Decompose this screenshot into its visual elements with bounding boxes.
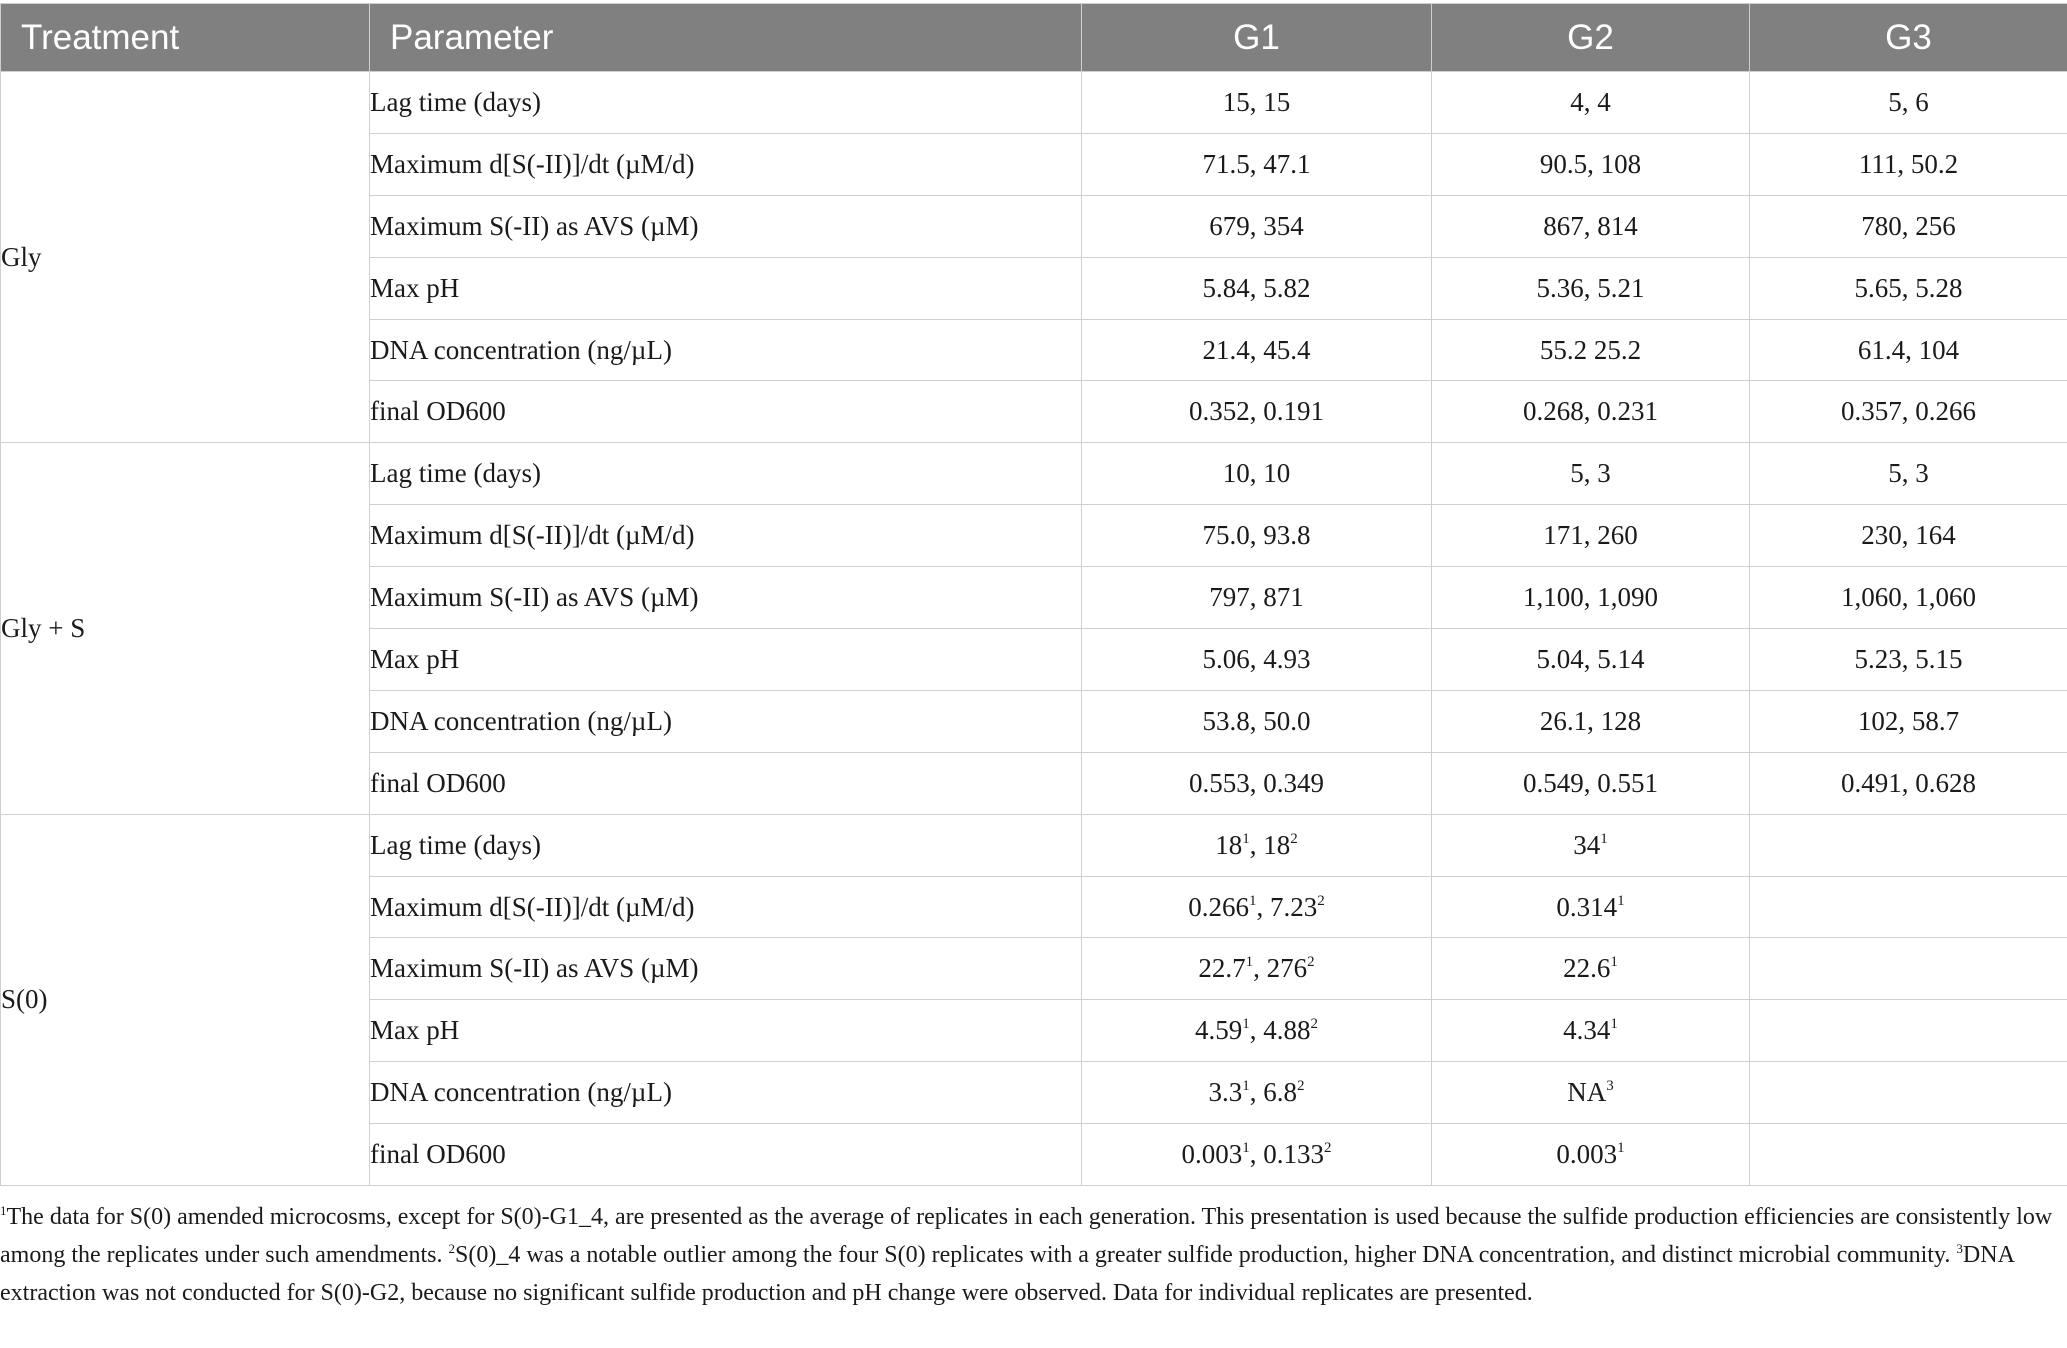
g2-cell: 0.549, 0.551	[1432, 752, 1750, 814]
footnote-mark: 1	[1242, 1140, 1250, 1157]
g1-value-b: 6.8	[1263, 1077, 1297, 1108]
g2-cell: 5, 3	[1432, 443, 1750, 505]
g2-cell: 171, 260	[1432, 505, 1750, 567]
header-g1: G1	[1082, 4, 1432, 72]
g1-cell	[1082, 876, 1432, 938]
header-g2: G2	[1432, 4, 1750, 72]
g3-cell	[1750, 1062, 2067, 1124]
g3-cell: 1,060, 1,060	[1750, 567, 2067, 629]
g1-cell: 5.06, 4.93	[1082, 629, 1432, 691]
footnote-mark: 1	[1617, 892, 1625, 909]
footnote-mark: 1	[1610, 1016, 1618, 1033]
g2-cell: 5.04, 5.14	[1432, 629, 1750, 691]
g2-cell: 867, 814	[1432, 195, 1750, 257]
footnote-mark: 2	[1307, 954, 1315, 971]
g1-cell: 0.352, 0.191	[1082, 381, 1432, 443]
value-separator: ,	[1249, 1077, 1264, 1108]
g2-cell: 55.2 25.2	[1432, 319, 1750, 381]
g3-cell: 5.23, 5.15	[1750, 629, 2067, 691]
g3-cell	[1750, 1124, 2067, 1186]
parameter-cell: Max pH	[370, 257, 1082, 319]
g2-cell: 26.1, 128	[1432, 690, 1750, 752]
g1-cell	[1082, 1000, 1432, 1062]
g2-cell	[1432, 814, 1750, 876]
value-separator: ,	[1249, 1015, 1264, 1046]
g3-cell	[1750, 814, 2067, 876]
footnote-mark: 1	[1610, 954, 1618, 971]
g1-value-a: 22.7	[1198, 953, 1246, 984]
header-row	[1, 4, 2067, 72]
parameter-cell: final OD600	[370, 381, 1082, 443]
g1-value-b: 7.23	[1270, 891, 1318, 922]
footnote-mark: 1	[1600, 830, 1608, 847]
treatment-cell: S(0)	[1, 814, 370, 1185]
results-table	[0, 3, 2067, 1186]
g2-cell	[1432, 1124, 1750, 1186]
value-separator: ,	[1256, 891, 1270, 922]
g3-cell: 111, 50.2	[1750, 133, 2067, 195]
parameter-cell: DNA concentration (ng/µL)	[370, 690, 1082, 752]
g1-cell: 75.0, 93.8	[1082, 505, 1432, 567]
footnote-mark: 3	[1956, 1241, 1963, 1256]
footnote-mark: 2	[1310, 1016, 1318, 1033]
footnote-1-text: The data for S(0) amended microcosms, except for S(0)-G1_4, are presented as the average of replicates in each generation. This presentation is used because the sulfide production efficiencies are consistently low among the replicates under such amendments.	[0, 1204, 2053, 1268]
g1-value-a: 0.266	[1188, 891, 1249, 922]
g1-value-b: 0.133	[1263, 1139, 1324, 1170]
g3-cell	[1750, 938, 2067, 1000]
g3-cell: 5, 3	[1750, 443, 2067, 505]
parameter-cell: Lag time (days)	[370, 814, 1082, 876]
g2-cell	[1432, 876, 1750, 938]
table-row	[1, 443, 2067, 505]
treatment-cell: Gly + S	[1, 443, 370, 814]
g1-cell: 53.8, 50.0	[1082, 690, 1432, 752]
g1-cell: 15, 15	[1082, 72, 1432, 134]
footnote-mark: 2	[1297, 1078, 1305, 1095]
g2-cell: 5.36, 5.21	[1432, 257, 1750, 319]
parameter-cell: Maximum S(-II) as AVS (µM)	[370, 567, 1082, 629]
g2-cell	[1432, 1000, 1750, 1062]
g1-cell: 71.5, 47.1	[1082, 133, 1432, 195]
g1-cell	[1082, 1062, 1432, 1124]
g3-cell: 0.357, 0.266	[1750, 381, 2067, 443]
g3-cell: 5.65, 5.28	[1750, 257, 2067, 319]
table-footnote	[0, 1198, 2060, 1312]
footnote-mark: 1	[1242, 1016, 1250, 1033]
g1-value-a: 3.3	[1208, 1077, 1243, 1108]
parameter-cell: Lag time (days)	[370, 72, 1082, 134]
g1-cell: 10, 10	[1082, 443, 1432, 505]
footnote-2-text: S(0)_4 was a notable outlier among the four S(0) replicates with a greater sulfide production, higher DNA concentration, and distinct microbial community.	[455, 1242, 1957, 1268]
value-separator: ,	[1249, 829, 1264, 860]
g1-value-b: 4.88	[1263, 1015, 1311, 1046]
g2-cell: 4, 4	[1432, 72, 1750, 134]
g1-value-a: 0.003	[1181, 1139, 1243, 1170]
g1-cell	[1082, 938, 1432, 1000]
g2-value: 0.314	[1556, 891, 1618, 922]
g2-cell: 1,100, 1,090	[1432, 567, 1750, 629]
g3-cell: 0.491, 0.628	[1750, 752, 2067, 814]
g2-value: 22.6	[1563, 953, 1611, 984]
g1-cell: 5.84, 5.82	[1082, 257, 1432, 319]
parameter-cell: DNA concentration (ng/µL)	[370, 319, 1082, 381]
footnote-mark: 1	[1245, 954, 1254, 971]
parameter-cell: Maximum d[S(-II)]/dt (µM/d)	[370, 876, 1082, 938]
g3-cell	[1750, 876, 2067, 938]
footnote-mark: 1	[1242, 1078, 1250, 1095]
g1-value-b: 18	[1263, 829, 1291, 860]
footnote-mark: 1	[1617, 1140, 1625, 1157]
header-g3: G3	[1750, 4, 2067, 72]
g1-value-b: 276	[1266, 953, 1308, 984]
header-parameter: Parameter	[370, 4, 1082, 72]
parameter-cell: Maximum d[S(-II)]/dt (µM/d)	[370, 133, 1082, 195]
g1-value-a: 18	[1215, 829, 1243, 860]
value-separator: ,	[1253, 953, 1267, 984]
footnote-mark: 2	[1290, 830, 1298, 847]
parameter-cell: DNA concentration (ng/µL)	[370, 1062, 1082, 1124]
parameter-cell: Maximum S(-II) as AVS (µM)	[370, 938, 1082, 1000]
g3-cell: 5, 6	[1750, 72, 2067, 134]
treatment-cell: Gly	[1, 72, 370, 443]
g1-cell: 0.553, 0.349	[1082, 752, 1432, 814]
g1-cell	[1082, 1124, 1432, 1186]
footnote-mark: 1	[0, 1203, 7, 1218]
g1-cell: 21.4, 45.4	[1082, 319, 1432, 381]
g3-cell: 230, 164	[1750, 505, 2067, 567]
parameter-cell: final OD600	[370, 1124, 1082, 1186]
g2-cell	[1432, 938, 1750, 1000]
g3-cell: 102, 58.7	[1750, 690, 2067, 752]
g2-value: 4.34	[1563, 1015, 1611, 1046]
g1-value-a: 4.59	[1195, 1015, 1243, 1046]
g2-cell	[1432, 1062, 1750, 1124]
footnote-mark: 1	[1242, 830, 1250, 847]
footnote-mark: 2	[448, 1241, 456, 1256]
footnote-mark: 3	[1606, 1078, 1614, 1095]
g2-cell: 90.5, 108	[1432, 133, 1750, 195]
footnote-3-text: DNA extraction was not conducted for S(0)-G2, because no significant sulfide production and pH change were observed. Data for individual replicates are presented.	[0, 1242, 2014, 1306]
value-separator: ,	[1249, 1139, 1264, 1170]
footnote-mark: 2	[1324, 1140, 1332, 1157]
g3-cell	[1750, 1000, 2067, 1062]
table-row	[1, 814, 2067, 876]
g1-cell: 797, 871	[1082, 567, 1432, 629]
table-row	[1, 72, 2067, 134]
g1-cell: 679, 354	[1082, 195, 1432, 257]
g1-cell	[1082, 814, 1432, 876]
footnote-mark: 1	[1249, 892, 1257, 909]
g3-cell: 61.4, 104	[1750, 319, 2067, 381]
footnote-mark: 2	[1317, 892, 1325, 909]
g2-cell: 0.268, 0.231	[1432, 381, 1750, 443]
parameter-cell: Maximum S(-II) as AVS (µM)	[370, 195, 1082, 257]
header-treatment: Treatment	[1, 4, 370, 72]
parameter-cell: Max pH	[370, 629, 1082, 691]
parameter-cell: Lag time (days)	[370, 443, 1082, 505]
parameter-cell: Maximum d[S(-II)]/dt (µM/d)	[370, 505, 1082, 567]
g2-value: 34	[1573, 829, 1601, 860]
g3-cell: 780, 256	[1750, 195, 2067, 257]
g2-value: NA	[1567, 1077, 1607, 1108]
parameter-cell: Max pH	[370, 1000, 1082, 1062]
parameter-cell: final OD600	[370, 752, 1082, 814]
g2-value: 0.003	[1556, 1139, 1618, 1170]
